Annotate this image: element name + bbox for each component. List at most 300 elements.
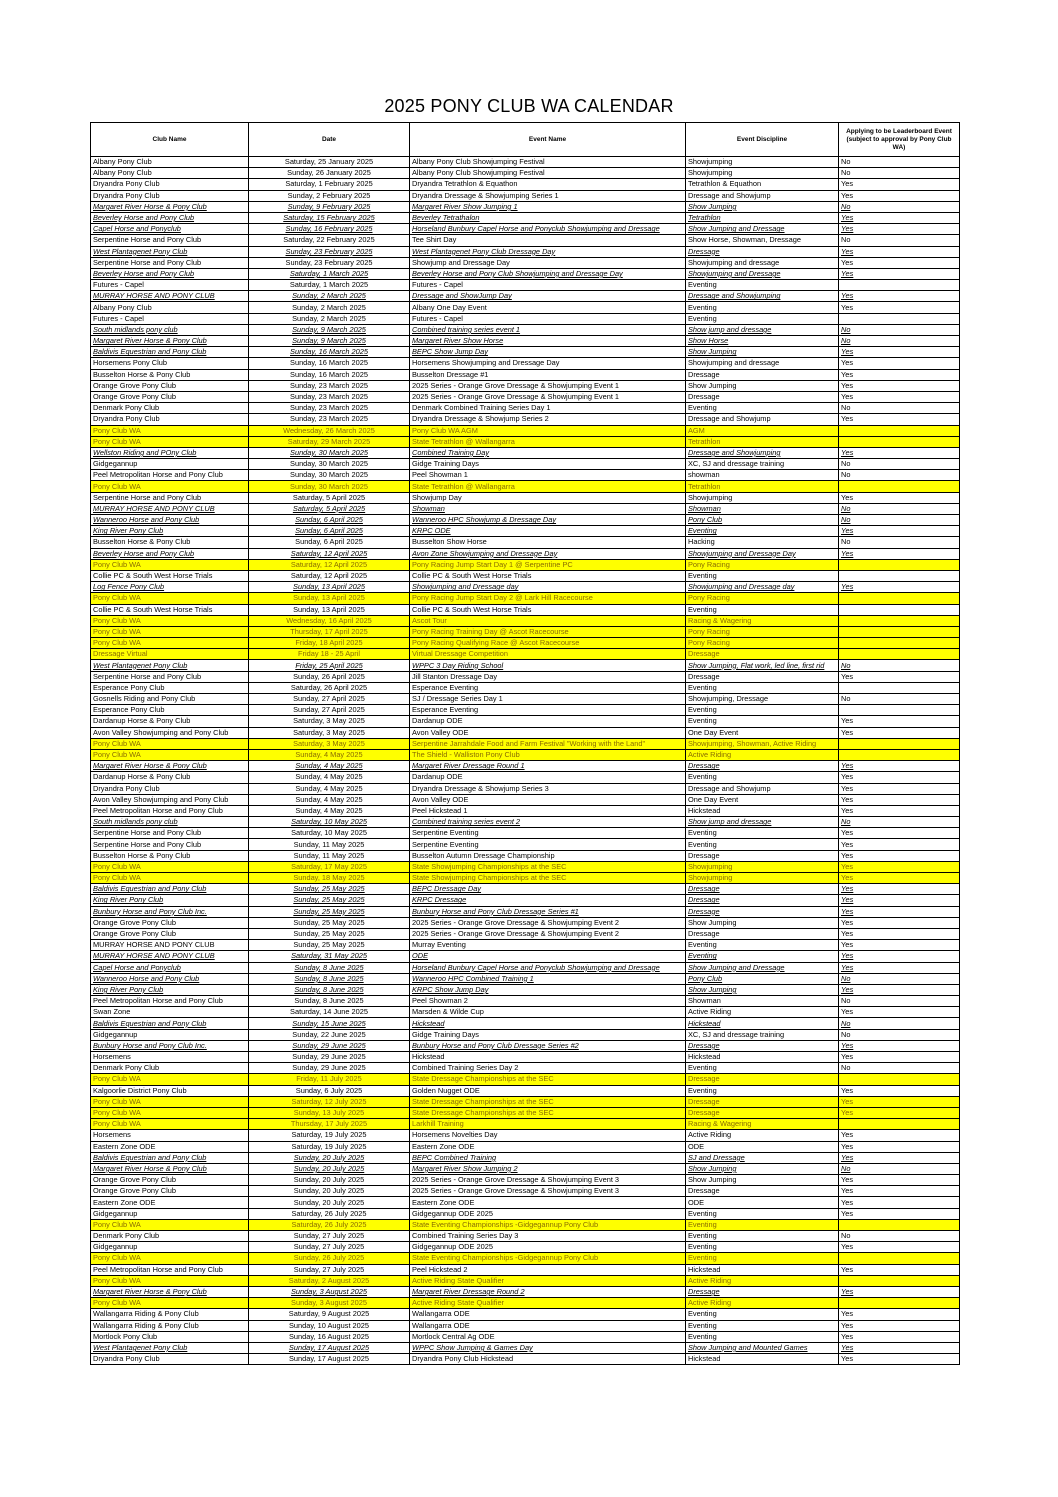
event-name-cell: Combined Training Series Day 3 [410,1231,686,1242]
club-name-cell: Avon Valley Showjumping and Pony Club [91,727,249,738]
table-row [91,749,960,760]
event-name-cell: Albany Pony Club Showjumping Festival [410,168,686,179]
event-name-cell: Beverley Tetrathalon [410,212,686,223]
discipline-cell: Eventing [686,1219,839,1230]
discipline-cell: Eventing [686,604,839,615]
date-cell: Sunday, 23 March 2025 [249,403,410,414]
date-cell: Saturday, 1 March 2025 [249,280,410,291]
date-cell: Sunday, 16 March 2025 [249,369,410,380]
leaderboard-cell [839,1074,960,1085]
discipline-cell: Showman [686,503,839,514]
date-cell: Sunday, 22 June 2025 [249,1029,410,1040]
table-row [91,962,960,973]
discipline-cell: Showjumping and Dressage Day [686,548,839,559]
table-row [91,839,960,850]
discipline-cell: Eventing [686,1231,839,1242]
date-cell: Sunday, 4 May 2025 [249,783,410,794]
table-row [91,1286,960,1297]
column-header-club: Club Name [91,123,249,157]
table-row [91,537,960,548]
club-name-cell: Peel Metropolitan Horse and Pony Club [91,805,249,816]
leaderboard-cell: Yes [839,1007,960,1018]
date-cell: Sunday, 29 June 2025 [249,1052,410,1063]
discipline-cell: Showjumping [686,168,839,179]
event-name-cell: Eastern Zone ODE [410,1141,686,1152]
date-cell: Sunday, 13 July 2025 [249,1107,410,1118]
table-row [91,951,960,962]
event-name-cell: Gidge Training Days [410,459,686,470]
event-name-cell: Avon Valley ODE [410,794,686,805]
leaderboard-cell: No [839,1063,960,1074]
table-row [91,649,960,660]
leaderboard-cell: Yes [839,1242,960,1253]
table-row [91,1309,960,1320]
discipline-cell: Pony Club [686,515,839,526]
event-name-cell: Showman [410,503,686,514]
date-cell: Sunday, 11 May 2025 [249,839,410,850]
table-row [91,1040,960,1051]
leaderboard-cell: Yes [839,1354,960,1365]
club-name-cell: Pony Club WA [91,626,249,637]
event-name-cell: BEPC Show Jump Day [410,347,686,358]
table-row [91,1096,960,1107]
club-name-cell: Serpentine Horse and Pony Club [91,839,249,850]
club-name-cell: Baldivis Equestrian and Pony Club [91,1152,249,1163]
date-cell: Saturday, 26 April 2025 [249,682,410,693]
discipline-cell: Active Riding [686,749,839,760]
table-row [91,190,960,201]
table-row [91,593,960,604]
date-cell: Saturday, 31 May 2025 [249,951,410,962]
discipline-cell: Show Jumping [686,380,839,391]
date-cell: Sunday, 17 August 2025 [249,1342,410,1353]
table-row [91,996,960,1007]
table-row [91,391,960,402]
discipline-cell: One Day Event [686,794,839,805]
event-name-cell: Serpentine Eventing [410,839,686,850]
date-cell: Sunday, 30 March 2025 [249,447,410,458]
event-name-cell: 2025 Series - Orange Grove Dressage & Showjumping Event 3 [410,1186,686,1197]
date-cell: Saturday, 14 June 2025 [249,1007,410,1018]
event-name-cell: Margaret River Show Jumping 1 [410,201,686,212]
event-name-cell: Mortlock Central Ag ODE [410,1331,686,1342]
leaderboard-cell [839,604,960,615]
discipline-cell: Dressage and Showjumping [686,447,839,458]
event-name-cell: Esperance Eventing [410,682,686,693]
table-row [91,1197,960,1208]
club-name-cell: Busselton Horse & Pony Club [91,850,249,861]
discipline-cell: Dressage and Showjump [686,783,839,794]
club-name-cell: Baldivis Equestrian and Pony Club [91,1018,249,1029]
leaderboard-cell [839,615,960,626]
discipline-cell: Dressage [686,895,839,906]
discipline-cell: Show Jumping, Flat work, led line, first rid [686,660,839,671]
date-cell: Friday, 18 April 2025 [249,638,410,649]
club-name-cell: Pony Club WA [91,1096,249,1107]
discipline-cell: Eventing [686,313,839,324]
discipline-cell: Active Riding [686,1298,839,1309]
club-name-cell: Albany Pony Club [91,157,249,168]
date-cell: Sunday, 18 May 2025 [249,873,410,884]
leaderboard-cell [839,1298,960,1309]
event-name-cell: Dryandra Dressage & Showjump Series 2 [410,414,686,425]
event-name-cell: KRPC Dressage [410,895,686,906]
table-row [91,246,960,257]
date-cell: Sunday, 25 May 2025 [249,895,410,906]
event-name-cell: Marsden & Wilde Cup [410,1007,686,1018]
event-name-cell: Avon Valley ODE [410,727,686,738]
table-row [91,1130,960,1141]
club-name-cell: Pony Club WA [91,425,249,436]
club-name-cell: Avon Valley Showjumping and Pony Club [91,794,249,805]
discipline-cell: Eventing [686,839,839,850]
leaderboard-cell: Yes [839,380,960,391]
table-row [91,682,960,693]
discipline-cell: Show Jumping and Dressage [686,962,839,973]
column-header-event: Event Name [410,123,686,157]
leaderboard-cell [839,749,960,760]
leaderboard-cell: Yes [839,962,960,973]
event-name-cell: Combined Training Day [410,447,686,458]
table-row [91,850,960,861]
club-name-cell: Horsemens Pony Club [91,358,249,369]
discipline-cell: Eventing [686,1208,839,1219]
club-name-cell: Albany Pony Club [91,168,249,179]
event-name-cell: SJ / Dressage Series Day 1 [410,694,686,705]
leaderboard-cell [839,280,960,291]
event-name-cell: Peel Showman 2 [410,996,686,1007]
club-name-cell: Mortlock Pony Club [91,1331,249,1342]
leaderboard-cell: Yes [839,224,960,235]
event-name-cell: Futures - Capel [410,313,686,324]
table-row [91,380,960,391]
club-name-cell: Peel Metropolitan Horse and Pony Club [91,470,249,481]
event-name-cell: Serpentine Jarrahdale Food and Farm Festival "Working with the Land" [410,738,686,749]
club-name-cell: Dryandra Pony Club [91,190,249,201]
discipline-cell: Dressage [686,850,839,861]
leaderboard-cell: Yes [839,1342,960,1353]
table-row [91,783,960,794]
table-row [91,526,960,537]
event-name-cell: Horsemens Showjumping and Dressage Day [410,358,686,369]
table-row [91,1219,960,1230]
club-name-cell: Albany Pony Club [91,302,249,313]
table-row [91,179,960,190]
date-cell: Saturday, 12 April 2025 [249,570,410,581]
club-name-cell: King River Pony Club [91,984,249,995]
table-row [91,917,960,928]
table-row [91,1186,960,1197]
leaderboard-cell: Yes [839,761,960,772]
date-cell: Sunday, 29 June 2025 [249,1063,410,1074]
date-cell: Saturday, 9 August 2025 [249,1309,410,1320]
table-row [91,805,960,816]
column-header-leaderboard: Applying to be Leaderboard Event (subject to approval by Pony Club WA) [839,123,960,157]
discipline-cell: Dressage and Showjump [686,190,839,201]
table-row [91,671,960,682]
date-cell: Sunday, 13 April 2025 [249,582,410,593]
table-row [91,604,960,615]
table-row [91,1175,960,1186]
event-name-cell: The Shield - Walliston Pony Club [410,749,686,760]
leaderboard-cell: Yes [839,492,960,503]
discipline-cell: Eventing [686,716,839,727]
date-cell: Sunday, 15 June 2025 [249,1018,410,1029]
table-row [91,257,960,268]
table-row [91,1063,960,1074]
date-cell: Sunday, 8 June 2025 [249,973,410,984]
leaderboard-cell: Yes [839,1141,960,1152]
table-row [91,369,960,380]
club-name-cell: Wellston Riding and POny Club [91,447,249,458]
event-name-cell: Eastern Zone ODE [410,1197,686,1208]
date-cell: Saturday, 12 April 2025 [249,548,410,559]
date-cell: Sunday, 26 July 2025 [249,1253,410,1264]
club-name-cell: King River Pony Club [91,526,249,537]
discipline-cell: Eventing [686,1242,839,1253]
leaderboard-cell: Yes [839,212,960,223]
discipline-cell: Show Jumping [686,347,839,358]
leaderboard-cell: Yes [839,1096,960,1107]
leaderboard-cell: Yes [839,1085,960,1096]
date-cell: Saturday, 10 May 2025 [249,828,410,839]
event-name-cell: Golden Nugget ODE [410,1085,686,1096]
discipline-cell: Show Horse, Showman, Dressage [686,235,839,246]
discipline-cell: Showjumping and dressage [686,257,839,268]
event-name-cell: Active Riding State Qualifier [410,1275,686,1286]
date-cell: Sunday, 23 February 2025 [249,257,410,268]
event-name-cell: Pony Racing Qualifying Race @ Ascot Racecourse [410,638,686,649]
date-cell: Saturday, 10 May 2025 [249,817,410,828]
discipline-cell: Dressage [686,246,839,257]
date-cell: Sunday, 27 July 2025 [249,1231,410,1242]
date-cell: Saturday, 2 August 2025 [249,1275,410,1286]
table-row [91,705,960,716]
leaderboard-cell: Yes [839,906,960,917]
table-row [91,459,960,470]
event-name-cell: Combined training series event 2 [410,817,686,828]
date-cell: Wednesday, 16 April 2025 [249,615,410,626]
date-cell: Saturday, 17 May 2025 [249,861,410,872]
leaderboard-cell: Yes [839,1052,960,1063]
event-name-cell: KRPC ODE [410,526,686,537]
table-row [91,895,960,906]
event-name-cell: Gidge Training Days [410,1029,686,1040]
date-cell: Sunday, 25 May 2025 [249,940,410,951]
discipline-cell: Eventing [686,280,839,291]
leaderboard-cell [839,593,960,604]
event-name-cell: Dryandra Dressage & Showjumping Series 1 [410,190,686,201]
discipline-cell: showman [686,470,839,481]
event-name-cell: Gidgegannup ODE 2025 [410,1208,686,1219]
date-cell: Saturday, 19 July 2025 [249,1130,410,1141]
leaderboard-cell: Yes [839,940,960,951]
leaderboard-cell: No [839,515,960,526]
discipline-cell: AGM [686,425,839,436]
discipline-cell: Pony Racing [686,626,839,637]
table-row [91,447,960,458]
table-row [91,470,960,481]
club-name-cell: Pony Club WA [91,1074,249,1085]
club-name-cell: Pony Club WA [91,593,249,604]
discipline-cell: Eventing [686,682,839,693]
leaderboard-cell: No [839,336,960,347]
club-name-cell: Dryandra Pony Club [91,1354,249,1365]
club-name-cell: Eastern Zone ODE [91,1197,249,1208]
event-name-cell: Esperance Eventing [410,705,686,716]
club-name-cell: Pony Club WA [91,1275,249,1286]
table-row [91,1007,960,1018]
club-name-cell: Serpentine Horse and Pony Club [91,257,249,268]
club-name-cell: Bunbury Horse and Pony Club Inc. [91,906,249,917]
discipline-cell: Dressage [686,1186,839,1197]
event-name-cell: Albany One Day Event [410,302,686,313]
event-name-cell: Albany Pony Club Showjumping Festival [410,157,686,168]
club-name-cell: MURRAY HORSE AND PONY CLUB [91,503,249,514]
leaderboard-cell: Yes [839,526,960,537]
leaderboard-cell [839,570,960,581]
date-cell: Sunday, 2 March 2025 [249,313,410,324]
discipline-cell: Show jump and dressage [686,324,839,335]
date-cell: Saturday, 5 April 2025 [249,503,410,514]
date-cell: Sunday, 20 July 2025 [249,1152,410,1163]
leaderboard-cell: No [839,1029,960,1040]
date-cell: Sunday, 26 January 2025 [249,168,410,179]
discipline-cell: Dressage and Showjumping [686,291,839,302]
event-name-cell: KRPC Show Jump Day [410,984,686,995]
discipline-cell: Dressage and Showjump [686,414,839,425]
table-row [91,873,960,884]
table-row [91,503,960,514]
club-name-cell: Orange Grove Pony Club [91,391,249,402]
table-row [91,224,960,235]
discipline-cell: Dressage [686,1074,839,1085]
leaderboard-cell: No [839,694,960,705]
event-name-cell: Margaret River Show Jumping 2 [410,1163,686,1174]
date-cell: Friday 18 - 25 April [249,649,410,660]
table-row [91,828,960,839]
discipline-cell: Show Jumping and Mounted Games [686,1342,839,1353]
discipline-cell: Dressage [686,761,839,772]
table-row [91,1141,960,1152]
date-cell: Saturday, 26 July 2025 [249,1208,410,1219]
event-name-cell: Busselton Dressage #1 [410,369,686,380]
event-name-cell: Wallangarra ODE [410,1309,686,1320]
date-cell: Sunday, 20 July 2025 [249,1197,410,1208]
leaderboard-cell: Yes [839,861,960,872]
event-name-cell: State Eventing Championships -Gidgegannup Pony Club [410,1253,686,1264]
event-name-cell: Wanneroo HPC Showjump & Dressage Day [410,515,686,526]
event-name-cell: Peel Hickstead 1 [410,805,686,816]
club-name-cell: Gidgegannup [91,1029,249,1040]
date-cell: Wednesday, 26 March 2025 [249,425,410,436]
leaderboard-cell: No [839,470,960,481]
table-row [91,280,960,291]
event-name-cell: Horsemens Novelties Day [410,1130,686,1141]
event-name-cell: Dryandra Pony Club Hickstead [410,1354,686,1365]
table-row [91,570,960,581]
discipline-cell: Hickstead [686,1264,839,1275]
leaderboard-cell: Yes [839,1107,960,1118]
event-name-cell: Gidgegannup ODE 2025 [410,1242,686,1253]
table-row [91,1074,960,1085]
event-name-cell: Showjump Day [410,492,686,503]
leaderboard-cell [839,559,960,570]
table-row [91,1320,960,1331]
date-cell: Sunday, 6 July 2025 [249,1085,410,1096]
table-row [91,403,960,414]
date-cell: Sunday, 23 March 2025 [249,380,410,391]
event-name-cell: Peel Hickstead 2 [410,1264,686,1275]
discipline-cell: Show Jumping [686,1163,839,1174]
date-cell: Sunday, 4 May 2025 [249,749,410,760]
table-row [91,268,960,279]
club-name-cell: King River Pony Club [91,895,249,906]
club-name-cell: Pony Club WA [91,638,249,649]
club-name-cell: Wallangarra Riding & Pony Club [91,1320,249,1331]
event-name-cell: Futures - Capel [410,280,686,291]
leaderboard-cell: Yes [839,582,960,593]
event-name-cell: Showjump and Dressage Day [410,257,686,268]
discipline-cell: Eventing [686,1085,839,1096]
discipline-cell: Pony Club [686,973,839,984]
date-cell: Sunday, 27 April 2025 [249,705,410,716]
club-name-cell: Serpentine Horse and Pony Club [91,492,249,503]
club-name-cell: Esperance Pony Club [91,682,249,693]
leaderboard-cell: Yes [839,257,960,268]
club-name-cell: Pony Club WA [91,1298,249,1309]
club-name-cell: Capel Horse and Ponyclub [91,962,249,973]
leaderboard-cell [839,1119,960,1130]
event-name-cell: Virtual Dressage Competition [410,649,686,660]
date-cell: Sunday, 23 February 2025 [249,246,410,257]
leaderboard-cell: Yes [839,839,960,850]
date-cell: Sunday, 2 March 2025 [249,291,410,302]
event-name-cell: State Showjumping Championships at the SEC [410,873,686,884]
discipline-cell: XC, SJ and dressage training [686,459,839,470]
leaderboard-cell: Yes [839,1197,960,1208]
discipline-cell: Showjumping [686,157,839,168]
table-row [91,157,960,168]
discipline-cell: Showjumping [686,873,839,884]
date-cell: Sunday, 9 March 2025 [249,324,410,335]
leaderboard-cell: No [839,973,960,984]
date-cell: Sunday, 20 July 2025 [249,1175,410,1186]
discipline-cell: Show Jumping [686,984,839,995]
discipline-cell: XC, SJ and dressage training [686,1029,839,1040]
leaderboard-cell: Yes [839,1286,960,1297]
leaderboard-cell: Yes [839,347,960,358]
leaderboard-cell [839,481,960,492]
event-name-cell: 2025 Series - Orange Grove Dressage & Showjumping Event 1 [410,391,686,402]
club-name-cell: Orange Grove Pony Club [91,380,249,391]
club-name-cell: Baldivis Equestrian and Pony Club [91,347,249,358]
club-name-cell: Denmark Pony Club [91,1231,249,1242]
discipline-cell: Active Riding [686,1275,839,1286]
table-row [91,973,960,984]
table-row [91,425,960,436]
discipline-cell: Eventing [686,940,839,951]
event-name-cell: State Dressage Championships at the SEC [410,1074,686,1085]
event-name-cell: State Eventing Championships -Gidgegannup Pony Club [410,1219,686,1230]
discipline-cell: Hickstead [686,805,839,816]
leaderboard-cell: Yes [839,1208,960,1219]
event-name-cell: Hickstead [410,1052,686,1063]
club-name-cell: Collie PC & South West Horse Trials [91,604,249,615]
table-row [91,1264,960,1275]
discipline-cell: Active Riding [686,1007,839,1018]
leaderboard-cell: No [839,817,960,828]
